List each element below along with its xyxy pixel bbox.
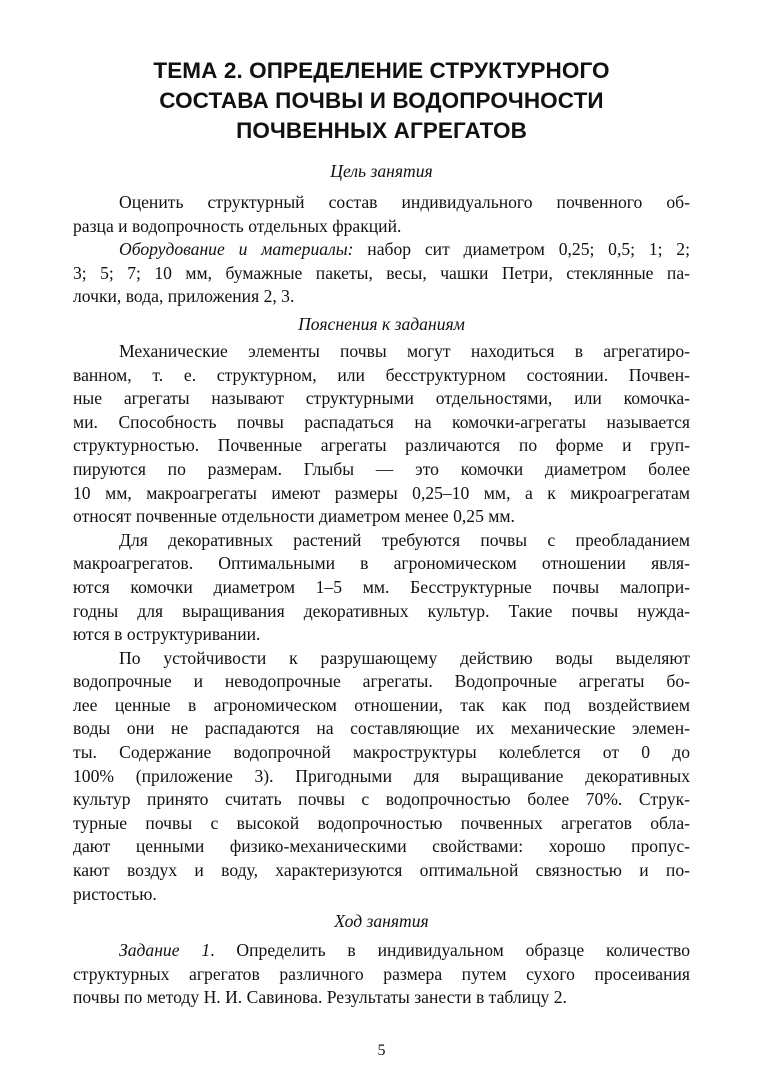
text-line: турные почвы с высокой водопрочностью почвенных агрегатов обла-	[73, 812, 690, 833]
equipment-text: набор сит диаметром 0,25; 0,5; 1; 2;	[353, 239, 690, 260]
explanations-heading: Пояснения к заданиям	[298, 313, 465, 334]
text-line: ристостью.	[73, 883, 157, 904]
text-line: водопрочные и неводопрочные агрегаты. Водопрочные агрегаты бо-	[73, 671, 690, 692]
text-line: Для декоративных растений требуются почвы с преобладанием	[119, 529, 690, 550]
title-line: ТЕМА 2. ОПРЕДЕЛЕНИЕ СТРУКТУРНОГО	[153, 58, 610, 83]
equipment-label: Оборудование и материалы:	[119, 239, 354, 260]
task-paragraph	[73, 939, 690, 1010]
text-line: 3; 5; 7; 10 мм, бумажные пакеты, весы, чашки Петри, стеклянные па-	[73, 262, 690, 283]
explanations-paragraph-2	[73, 529, 690, 647]
document-page	[73, 56, 690, 1010]
text-line: пируются по размерам. Глыбы — это комочки диаметром более	[73, 458, 690, 479]
text-line: почвы по методу Н. И. Савинова. Результаты занести в таблицу 2.	[73, 987, 567, 1008]
text-line: 100% (приложение 3). Пригодными для выращивание декоративных	[73, 765, 690, 786]
text-line: структурных агрегатов различного размера путем сухого просеивания	[73, 963, 690, 984]
text-line: ты. Содержание водопрочной макроструктуры колеблется от 0 до	[73, 742, 690, 763]
text-line: ются комочки диаметром 1–5 мм. Бесструктурные почвы малопри-	[73, 576, 690, 597]
explanations-paragraph-1	[73, 340, 690, 529]
text-line: ются в оструктуривании.	[73, 624, 261, 645]
text-line: ные агрегаты называют структурными отдельностями, или комочка-	[73, 388, 690, 409]
page-title	[73, 56, 690, 146]
text-line: разца и водопрочность отдельных фракций.	[73, 215, 402, 236]
text-line: лочки, вода, приложения 2, 3.	[73, 286, 295, 307]
text-line: макроагрегатов. Оптимальными в агрономическом отношении явля-	[73, 553, 690, 574]
task-label: Задание 1	[119, 940, 211, 961]
text-line: лее ценные в агрономическом отношении, так как под воздействием	[73, 694, 690, 715]
text-line: годны для выращивания декоративных культур. Такие почвы нужда-	[73, 600, 690, 621]
text-line: воды они не распадаются на составляющие их механические элемен-	[73, 718, 690, 739]
page-number: 5	[377, 1042, 386, 1059]
text-line: Механические элементы почвы могут находиться в агрегатиро-	[119, 340, 690, 361]
text-line: структурностью. Почвенные агрегаты различаются по форме и груп-	[73, 435, 690, 456]
procedure-heading: Ход занятия	[334, 911, 429, 932]
text-line: Оценить структурный состав индивидуального почвенного об-	[119, 192, 690, 212]
text-line: ванном, т. е. структурном, или бесструктурном состоянии. Почвен-	[73, 364, 690, 385]
task-text: . Определить в индивидуальном образце количество	[210, 940, 690, 961]
title-line: ПОЧВЕННЫХ АГРЕГАТОВ	[236, 118, 527, 143]
text-line	[73, 939, 690, 963]
explanations-paragraph-3	[73, 647, 690, 907]
goal-paragraph	[73, 191, 690, 238]
text-line: относят почвенные отдельности диаметром менее 0,25 мм.	[73, 506, 515, 527]
goal-heading: Цель занятия	[330, 161, 433, 181]
text-line	[73, 238, 690, 262]
text-line: ми. Способность почвы распадаться на комочки-агрегаты называется	[73, 411, 690, 432]
text-line: кают воздух и воду, характеризуются оптимальной связностью и по-	[73, 860, 690, 881]
text-line: По устойчивости к разрушающему действию воды выделяют	[119, 647, 690, 668]
text-line: 10 мм, макроагрегаты имеют размеры 0,25–10 мм, а к микроагрегатам	[73, 482, 690, 503]
title-line: СОСТАВА ПОЧВЫ И ВОДОПРОЧНОСТИ	[159, 88, 604, 113]
equipment-paragraph	[73, 238, 690, 309]
text-line: дают ценными физико-механическими свойствами: хорошо пропус-	[73, 836, 690, 857]
text-line: культур принято считать почвы с водопрочностью более 70%. Струк-	[73, 789, 690, 810]
